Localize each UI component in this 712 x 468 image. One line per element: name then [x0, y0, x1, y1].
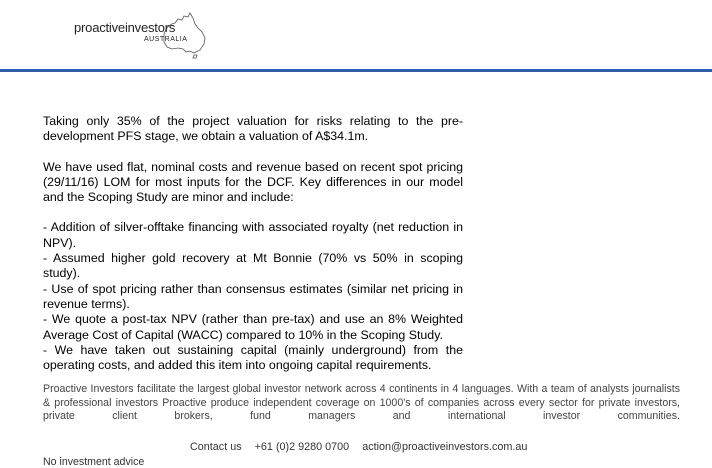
- logo-wordmark: proactiveinvestors: [74, 20, 176, 35]
- list-item: - Use of spot pricing rather than consensus estimates (similar net pricing in revenue terms).: [43, 281, 463, 311]
- header-divider: [0, 69, 712, 72]
- footer-contact: [190, 441, 537, 453]
- list-item: - Addition of silver-offtake financing with associated royalty (net reduction in NPV).: [43, 220, 463, 250]
- model-assumptions-paragraph: We have used flat, nominal costs and revenue based on recent spot pricing (29/11/16) LOM for most inputs for the DCF. Key differences in our model and the Scoping Study are minor and include:: [43, 159, 463, 205]
- list-item: - Assumed higher gold recovery at Mt Bonnie (70% vs 50% in scoping study).: [43, 251, 463, 281]
- page-header: [0, 0, 712, 72]
- logo-subtitle: AUSTRALIA: [144, 36, 188, 43]
- proactive-investors-logo: [50, 6, 230, 64]
- key-differences-list: [43, 220, 463, 373]
- contact-email[interactable]: action@proactiveinvestors.com.au: [362, 441, 528, 453]
- list-item: - We quote a post-tax NPV (rather than pre-tax) and use an 8% Weighted Average Cost of Capital (WACC) compared to 10% in the Scoping Study.: [43, 312, 463, 342]
- disclaimer-heading: No investment advice: [43, 456, 145, 468]
- footer-about: Proactive Investors facilitate the largest global investor network across 4 continents in 4 languages. With a team of analysts journalists & professional investors Proactive produce independent coverage on 1000's of companies across every sector for private investors, private client brokers, fund managers and international investor communities.: [43, 383, 680, 422]
- list-item: - We have taken out sustaining capital (mainly underground) from the operating costs, and added this item into ongoing capital requirements.: [43, 342, 463, 373]
- valuation-paragraph: Taking only 35% of the project valuation for risks relating to the pre-development PFS stage, we obtain a valuation of A$34.1m.: [43, 114, 463, 144]
- contact-label: Contact us: [190, 441, 242, 453]
- report-body: [43, 114, 463, 373]
- contact-phone[interactable]: +61 (0)2 9280 0700: [254, 441, 350, 453]
